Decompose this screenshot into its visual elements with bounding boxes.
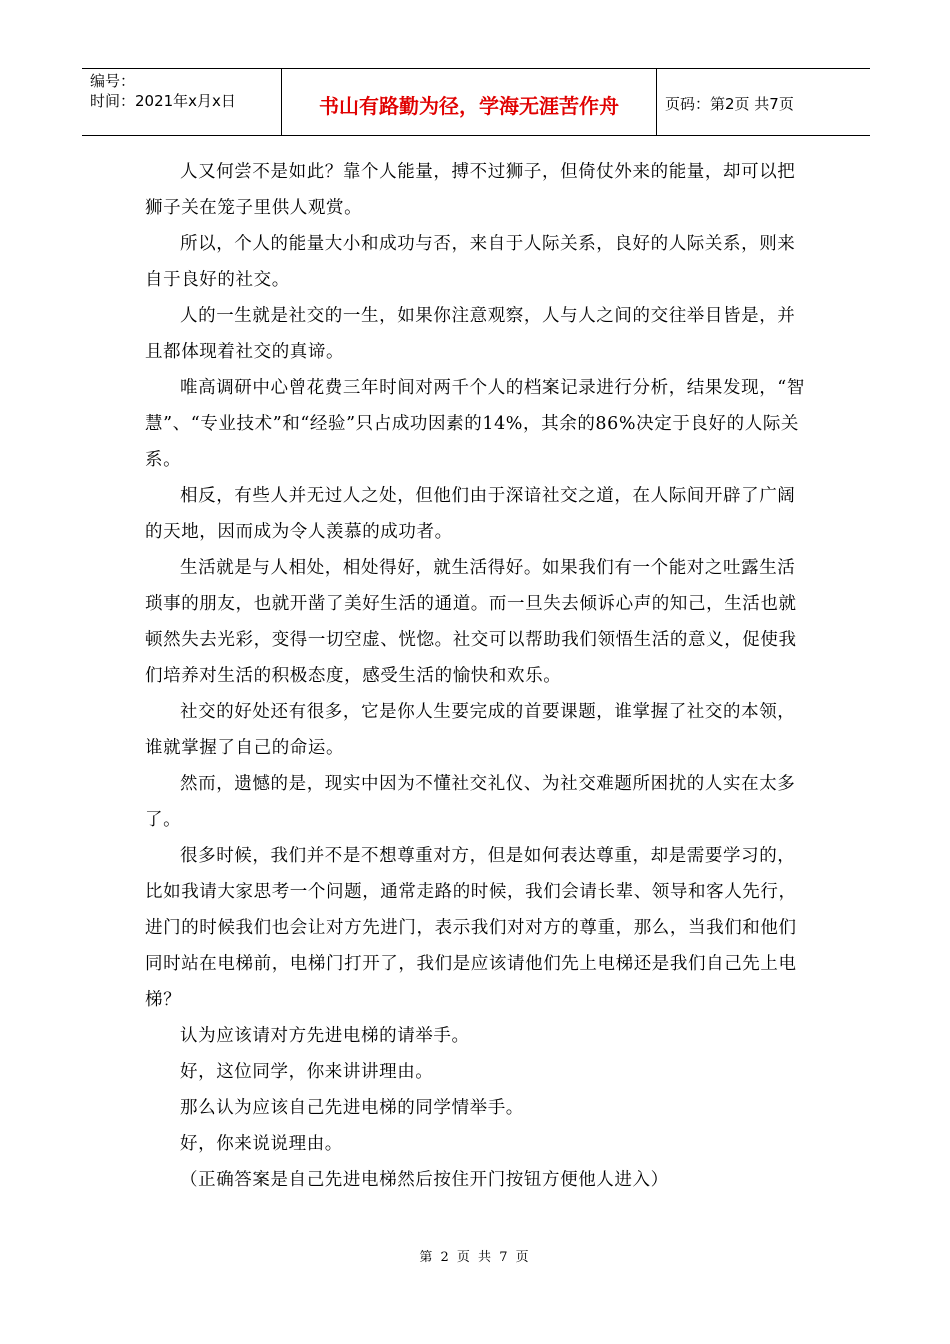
number-label: 编号： (90, 72, 136, 90)
paragraph-3: 人的一生就是社交的一生，如果你注意观察，人与人之间的交往举目皆是，并且都体现着社交的真谛。 (145, 306, 796, 362)
paragraph-14: （正确答案是自己先进电梯然后按住开门按钮方便他人进入） (180, 1170, 669, 1190)
paragraph-1: 人又何尝不是如此？靠个人能量，搏不过狮子，但倚仗外来的能量，却可以把狮子关在笼子里供人观赏。 (145, 162, 796, 218)
document-header (82, 68, 870, 136)
page-footer (0, 1246, 950, 1265)
time-label: 时间：2021年x月x日 (90, 92, 236, 110)
paragraph-7: 社交的好处还有很多，它是你人生要完成的首要课题，谁掌握了社交的本领，谁就掌握了自己的命运。 (145, 702, 796, 758)
footer-page-number: 第 2 页 共 7 页 (419, 1250, 531, 1265)
page-info-text: 页码：第2页 共7页 (665, 94, 794, 113)
paragraph-5: 相反，有些人并无过人之处，但他们由于深谙社交之道，在人际间开辟了广阔的天地，因而成为令人羡慕的成功者。 (145, 486, 796, 542)
paragraph-11: 好，这位同学，你来讲讲理由。 (180, 1062, 434, 1082)
document-body (145, 154, 811, 1198)
motto-text: 书山有路勤为径，学海无涯苦作舟 (319, 93, 619, 118)
header-meta-cell (82, 69, 282, 135)
paragraph-9: 很多时候，我们并不是不想尊重对方，但是如何表达尊重，却是需要学习的，比如我请大家思考一个问题，通常走路的时候，我们会请长辈、领导和客人先行，进门的时候我们也会让对方先进门，表示我们对对方的尊重，那么，当我们和他们同时站在电梯前，电梯门打开了，我们是应该请他们先上电梯还是我们自己先上电梯？ (145, 846, 797, 1010)
paragraph-8: 然而，遗憾的是，现实中因为不懂社交礼仪、为社交难题所困扰的人实在太多了。 (145, 774, 796, 830)
paragraph-10: 认为应该请对方先进电梯的请举手。 (180, 1026, 470, 1046)
paragraph-4: 唯高调研中心曾花费三年时间对两千个人的档案记录进行分析，结果发现，“智慧”、“专业技术”和“经验”只占成功因素的14%，其余的86%决定于良好的人际关系。 (145, 378, 805, 470)
page-info-cell (657, 69, 870, 135)
motto-cell (282, 69, 657, 135)
paragraph-2: 所以，个人的能量大小和成功与否，来自于人际关系，良好的人际关系，则来自于良好的社交。 (145, 234, 796, 290)
paragraph-12: 那么认为应该自己先进电梯的同学情举手。 (180, 1098, 524, 1118)
paragraph-6: 生活就是与人相处，相处得好，就生活得好。如果我们有一个能对之吐露生活琐事的朋友，也就开凿了美好生活的通道。而一旦失去倾诉心声的知己，生活也就顿然失去光彩，变得一切空虚、恍惚。社交可以帮助我们领悟生活的意义，促使我们培养对生活的积极态度，感受生活的愉快和欢乐。 (145, 558, 797, 686)
paragraph-13: 好，你来说说理由。 (180, 1134, 343, 1154)
